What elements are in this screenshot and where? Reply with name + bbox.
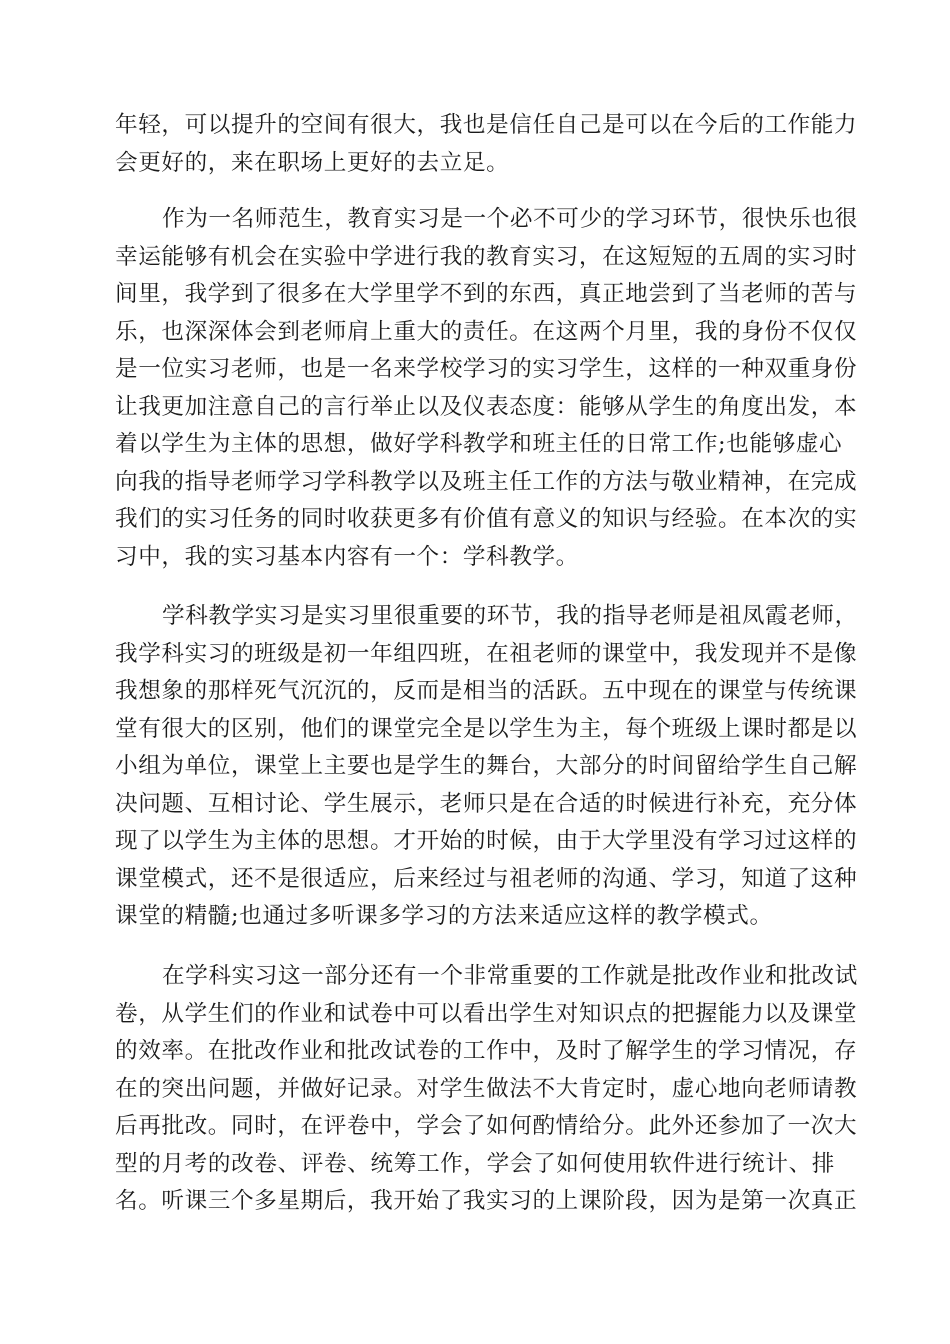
paragraph-3 xyxy=(115,598,858,936)
paragraph-line: 卷，从学生们的作业和试卷中可以看出学生对知识点的把握能力以及课堂 xyxy=(115,1000,858,1027)
paragraph-line: 我学科实习的班级是初一年组四班，在祖老师的课堂中，我发现并不是像 xyxy=(115,640,858,667)
paragraph-line: 间里，我学到了很多在大学里学不到的东西，真正地尝到了当老师的苦与 xyxy=(115,281,858,307)
paragraph-line: 是一位实习老师，也是一名来学校学习的实习学生，这样的一种双重身份 xyxy=(115,356,858,382)
paragraph-line: 年轻，可以提升的空间有很大，我也是信任自己是可以在今后的工作能力 xyxy=(115,112,858,138)
paragraph-line: 名。听课三个多星期后，我开始了我实习的上课阶段，因为是第一次真正 xyxy=(115,1188,858,1214)
paragraph-line: 我想象的那样死气沉沉的，反而是相当的活跃。五中现在的课堂与传统课 xyxy=(115,678,858,704)
paragraph-line: 决问题、互相讨论、学生展示，老师只是在合适的时候进行补充，充分体 xyxy=(115,790,858,817)
paragraph-line: 向我的指导老师学习学科教学以及班主任工作的方法与敬业精神，在完成 xyxy=(115,468,858,495)
paragraph-line: 作为一名师范生，教育实习是一个必不可少的学习环节，很快乐也很 xyxy=(162,206,858,232)
paragraph-line: 现了以学生为主体的思想。才开始的时候，由于大学里没有学习过这样的 xyxy=(115,828,858,854)
paragraph-line: 习中，我的实习基本内容有一个：学科教学。 xyxy=(115,543,579,570)
paragraph-line: 型的月考的改卷、评卷、统筹工作，学会了如何使用软件进行统计、排 xyxy=(115,1150,835,1177)
paragraph-line: 课堂的精髓;也通过多听课多学习的方法来适应这样的教学模式。 xyxy=(115,903,773,929)
paragraph-line: 我们的实习任务的同时收获更多有价值有意义的知识与经验。在本次的实 xyxy=(115,506,858,532)
paragraph-2 xyxy=(115,201,858,576)
paragraph-1 xyxy=(115,107,858,182)
paragraph-line: 幸运能够有机会在实验中学进行我的教育实习，在这短短的五周的实习时 xyxy=(115,243,858,270)
paragraph-line: 后再批改。同时，在评卷中，学会了如何酌情给分。此外还参加了一次大 xyxy=(115,1113,858,1139)
paragraph-line: 的效率。在批改作业和批改试卷的工作中，及时了解学生的学习情况，存 xyxy=(115,1038,858,1064)
paragraph-line: 会更好的，来在职场上更好的去立足。 xyxy=(115,149,510,176)
paragraph-line: 着以学生为主体的思想，做好学科教学和班主任的日常工作;也能够虚心 xyxy=(115,431,843,457)
paragraph-4 xyxy=(115,958,858,1221)
paragraph-line: 学科教学实习是实习里很重要的环节，我的指导老师是祖凤霞老师， xyxy=(162,603,858,629)
paragraph-line: 在的突出问题，并做好记录。对学生做法不大肯定时，虚心地向老师请教 xyxy=(115,1075,858,1102)
paragraph-line: 乐，也深深体会到老师肩上重大的责任。在这两个月里，我的身份不仅仅 xyxy=(115,318,858,345)
paragraph-line: 课堂模式，还不是很适应，后来经过与祖老师的沟通、学习，知道了这种 xyxy=(115,865,858,892)
paragraph-line: 让我更加注意自己的言行举止以及仪表态度：能够从学生的角度出发，本 xyxy=(115,393,858,420)
paragraph-line: 在学科实习这一部分还有一个非常重要的工作就是批改作业和批改试 xyxy=(162,963,858,989)
paragraph-line: 堂有很大的区别，他们的课堂完全是以学生为主，每个班级上课时都是以 xyxy=(115,715,858,742)
paragraph-line: 小组为单位，课堂上主要也是学生的舞台，大部分的时间留给学生自己解 xyxy=(115,753,858,779)
